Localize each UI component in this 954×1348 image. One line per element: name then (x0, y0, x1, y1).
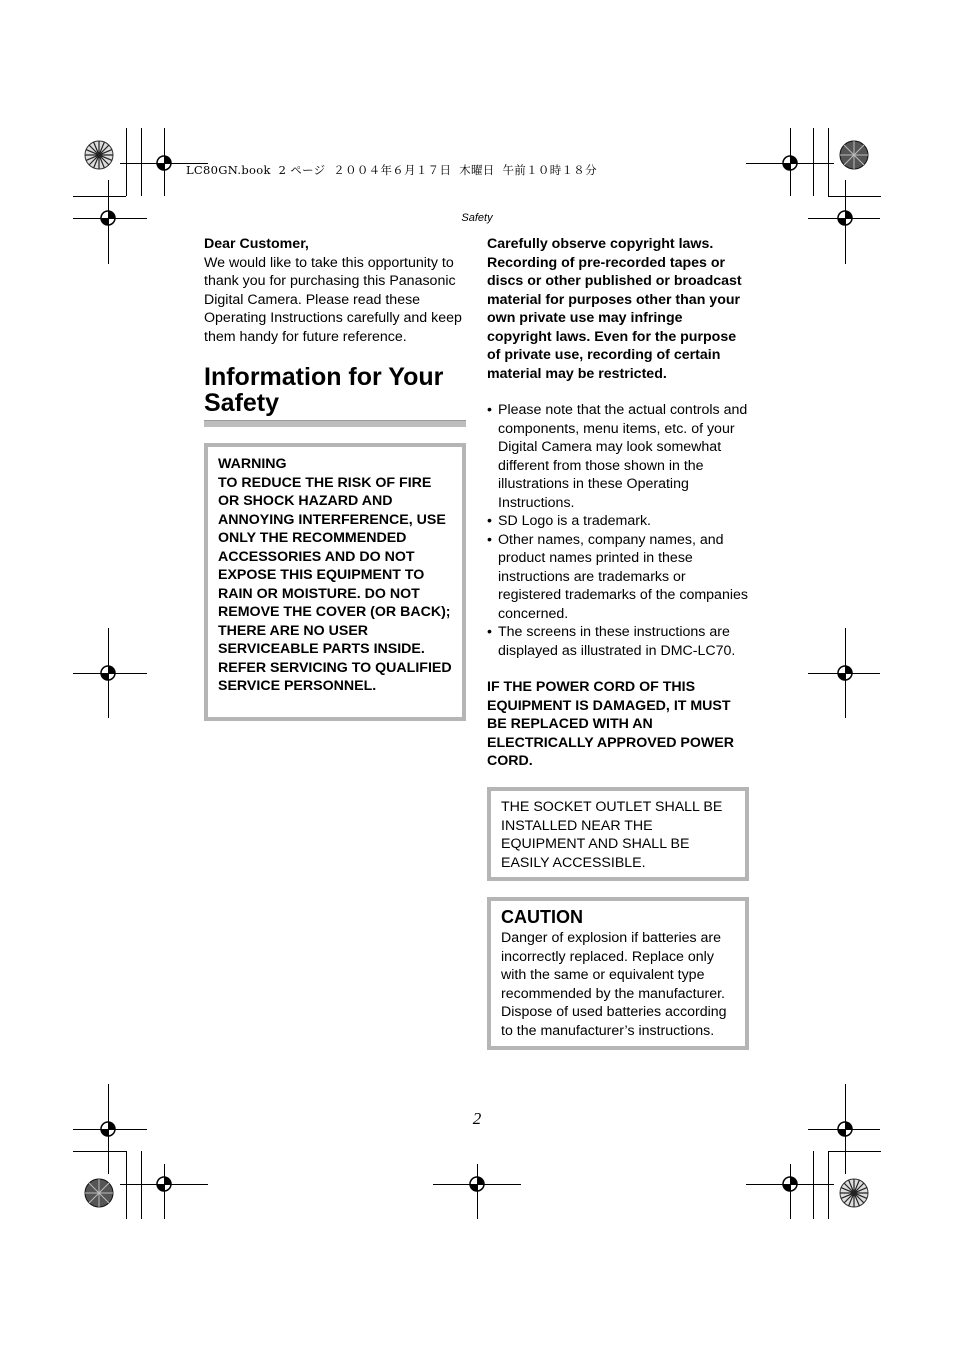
list-item: • Other names, company names, and product names printed in these instructions are trademarks or registered trademarks of the companies concerned. (487, 531, 749, 624)
caution-text: Danger of explosion if batteries are incorrectly replaced. Replace only with the same or equivalent type recommended by the manufacturer. Dispose of used batteries according to the manufacturer’s instructions. (501, 930, 727, 1039)
registration-target-icon (154, 153, 174, 173)
title-underline (204, 420, 466, 427)
greeting-body: We would like to take this opportunity to thank you for purchasing this Panasonic Digital Camera. Please read these Operating Instructions carefully and keep them handy for future reference. (204, 254, 462, 345)
registration-target-icon (780, 1174, 800, 1194)
power-cord-notice (487, 678, 749, 771)
registration-target-icon (467, 1174, 487, 1194)
starburst-rosette-icon (839, 1178, 869, 1208)
socket-text: THE SOCKET OUTLET SHALL BE INSTALLED NEAR THE EQUIPMENT AND SHALL BE EASILY ACCESSIBLE. (501, 799, 723, 871)
page-number: 2 (472, 1109, 482, 1128)
caution-box (487, 897, 749, 1050)
page-title-block (204, 364, 466, 416)
list-item: • SD Logo is a trademark. (487, 512, 749, 531)
registration-target-icon (835, 663, 855, 683)
copyright-text: Carefully observe copyright laws. Recording of pre-recorded tapes or discs or other published or broadcast material for purposes other than your own private use may infringe copyright laws. Even for the purpose of private use, recording of certain material may be restricted. (487, 236, 742, 382)
registration-target-icon (154, 1174, 174, 1194)
starburst-rosette-icon (84, 140, 114, 170)
copyright-notice (487, 235, 749, 383)
warning-heading: WARNING (218, 456, 287, 472)
salutation: Dear Customer, (204, 236, 309, 252)
warning-text: TO REDUCE THE RISK OF FIRE OR SHOCK HAZARD AND ANNOYING INTERFERENCE, USE ONLY THE RECOMMENDED ACCESSORIES AND DO NOT EXPOSE THIS EQUIPMENT TO RAIN OR MOISTURE. DO NOT REMOVE THE COVER (OR BACK); THERE ARE NO USER SERVICEABLE PARTS INSIDE. REFER SERVICING TO QUALIFIED SERVICE PERSONNEL. (218, 474, 452, 694)
caution-heading: CAUTION (501, 907, 583, 927)
notes-list (487, 401, 749, 660)
registration-target-icon (780, 153, 800, 173)
greeting (204, 235, 466, 346)
list-item: • The screens in these instructions are displayed as illustrated in DMC-LC70. (487, 623, 749, 660)
page-title: Information for Your Safety (204, 363, 444, 417)
warning-box (204, 443, 466, 721)
print-header: LC80GN.book 2 ページ ２００４年６月１７日 木曜日 午前１０時１８分 (186, 163, 597, 177)
section-label: Safety (461, 212, 493, 224)
list-item: • Please note that the actual controls and components, menu items, etc. of your Digital Camera may look somewhat different from those shown in the illustrations in these Operating Instructions. (487, 401, 749, 512)
registration-target-icon (98, 663, 118, 683)
power-cord-text: IF THE POWER CORD OF THIS EQUIPMENT IS DAMAGED, IT MUST BE REPLACED WITH AN ELECTRICALLY APPROVED POWER CORD. (487, 679, 734, 769)
starburst-rosette-icon (84, 1178, 114, 1208)
socket-box (487, 787, 749, 881)
starburst-rosette-icon (839, 140, 869, 170)
